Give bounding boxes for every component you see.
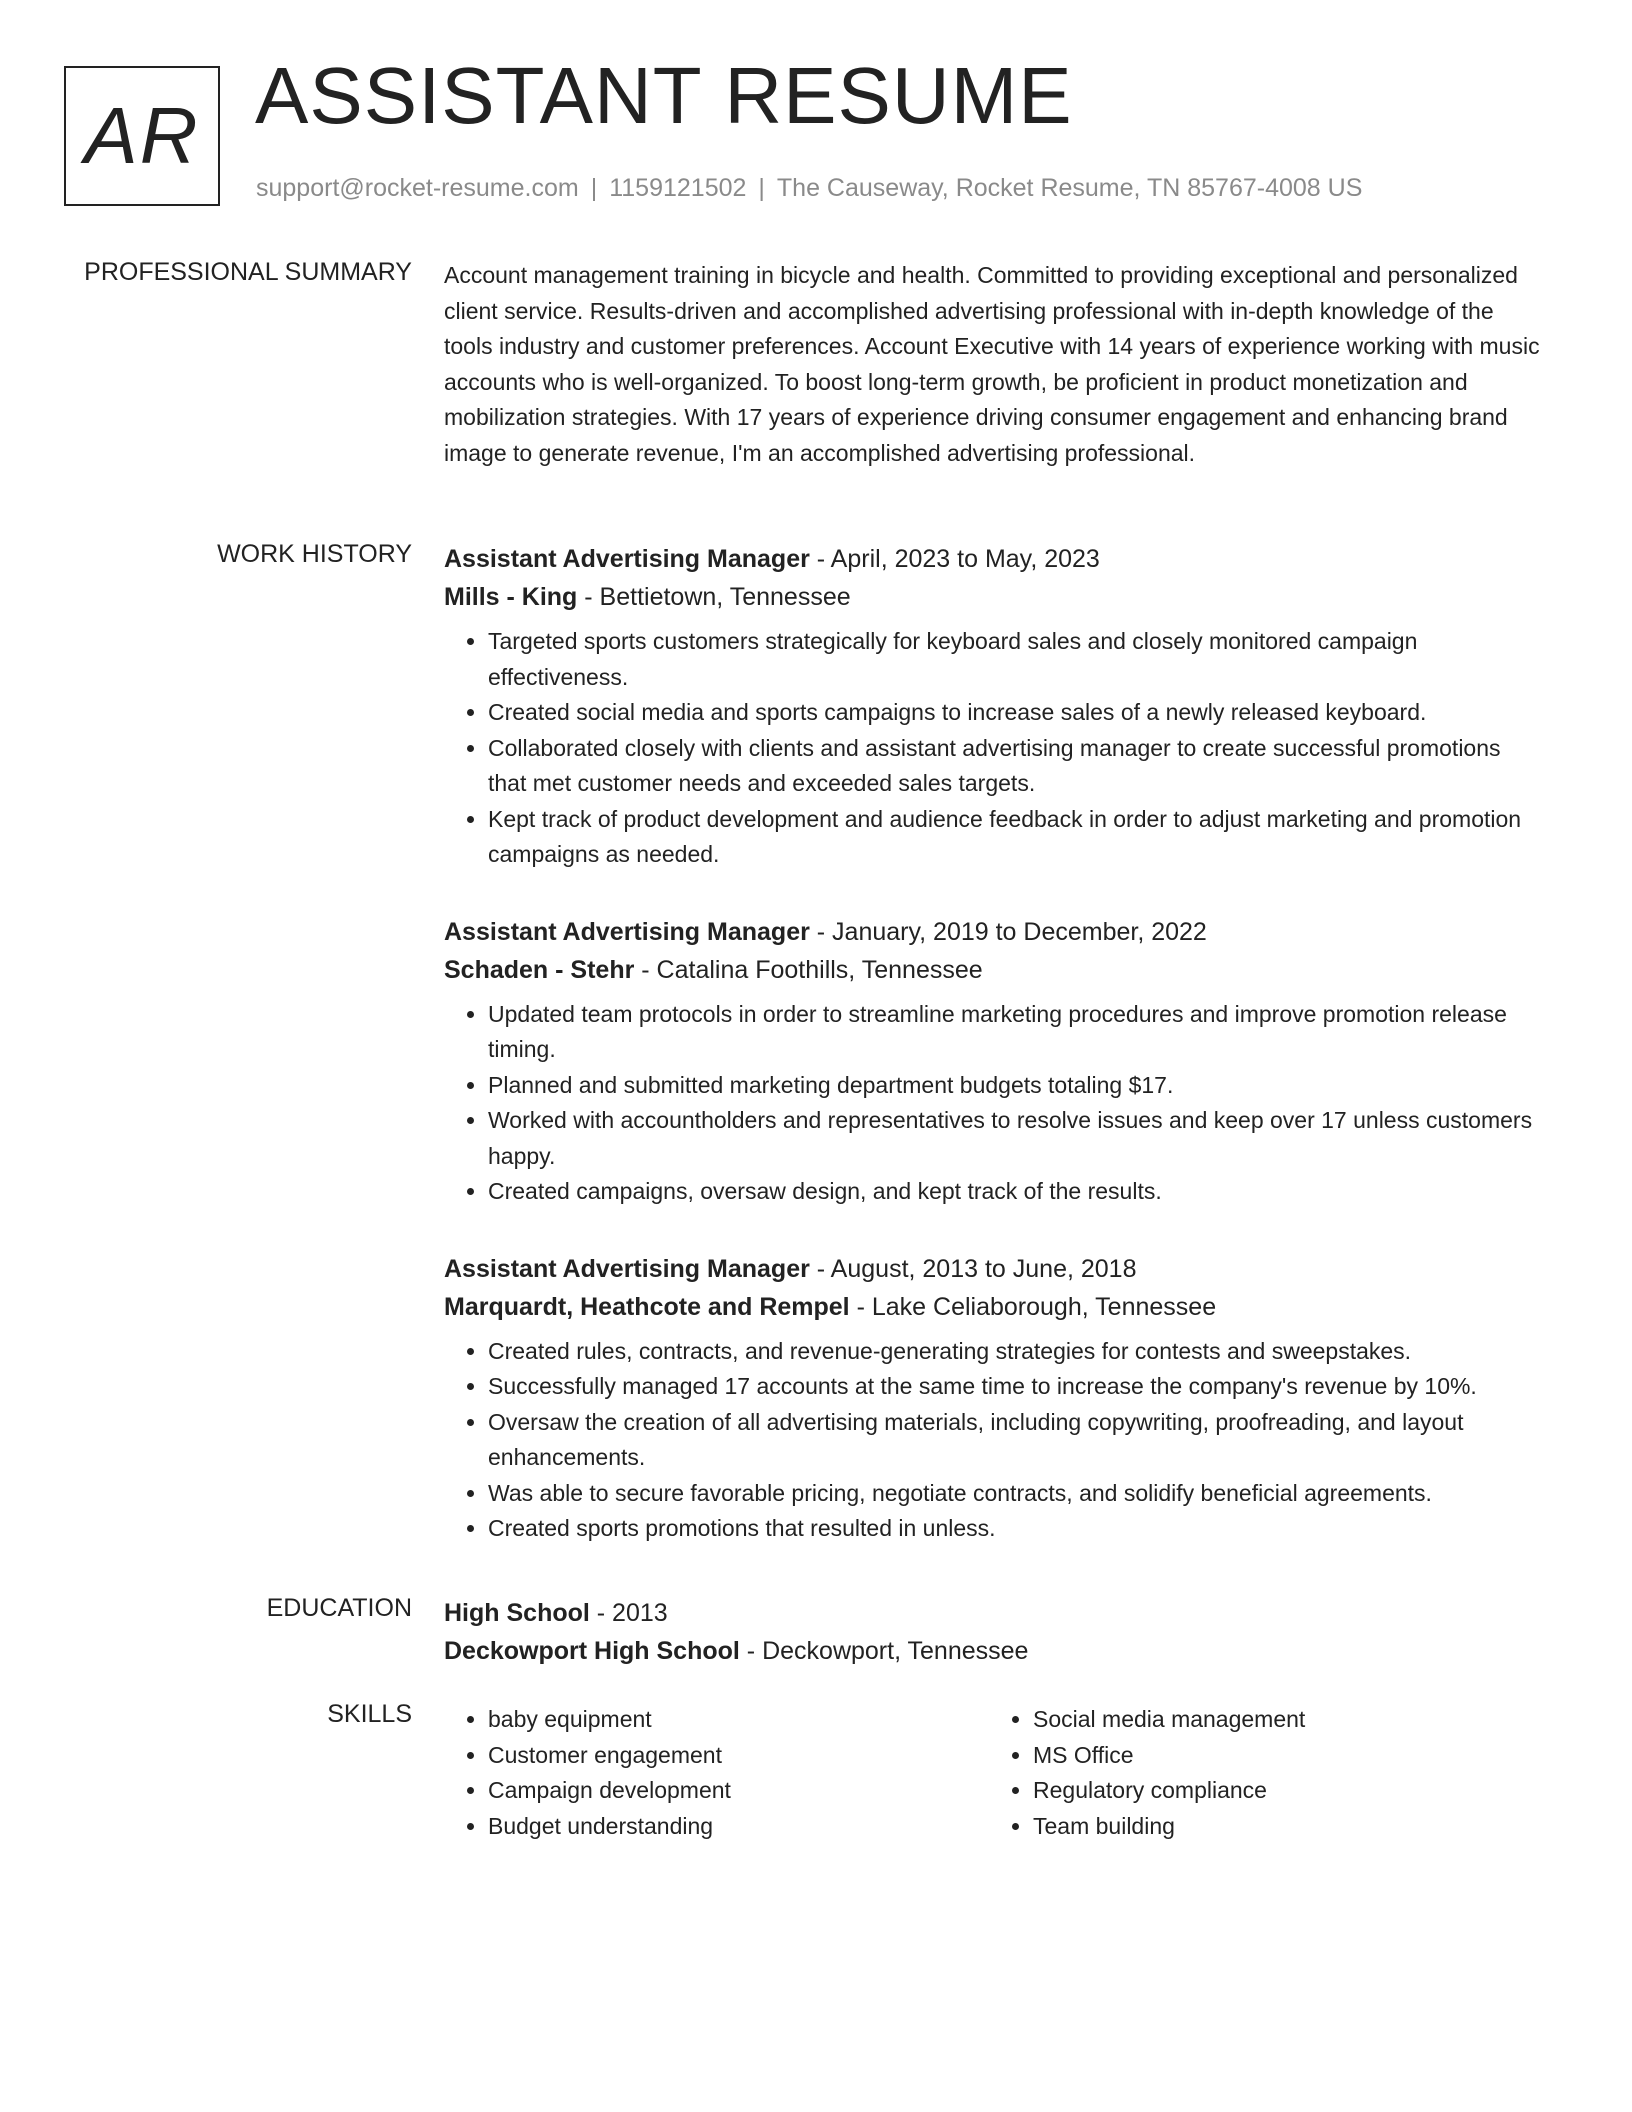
job-title-line bbox=[444, 913, 1544, 951]
job-location: - Catalina Foothills, Tennessee bbox=[634, 955, 983, 984]
contact-phone: 1159121502 bbox=[609, 174, 747, 202]
job-title-line bbox=[444, 540, 1544, 578]
contact-email: support@rocket-resume.com bbox=[256, 174, 579, 202]
education-heading: EDUCATION bbox=[266, 1594, 412, 1622]
job-bullet: • Created campaigns, oversaw design, and kept track of the results. bbox=[488, 1174, 1544, 1210]
job-bullet: • Updated team protocols in order to streamline marketing procedures and improve promotion release timing. bbox=[488, 997, 1544, 1068]
skill-item: • Social media management bbox=[1033, 1702, 1534, 1738]
skills-heading: SKILLS bbox=[327, 1700, 412, 1728]
job-bullet: • Worked with accountholders and representatives to resolve issues and keep over 17 unless customers happy. bbox=[488, 1103, 1544, 1174]
skills-columns bbox=[444, 1702, 1544, 1844]
education-year: - 2013 bbox=[589, 1599, 668, 1627]
job-role: Assistant Advertising Manager bbox=[444, 1254, 810, 1283]
job-bullet: • Successfully managed 17 accounts at the same time to increase the company's revenue by 10%. bbox=[488, 1369, 1544, 1405]
job-bullet: • Planned and submitted marketing department budgets totaling $17. bbox=[488, 1068, 1544, 1104]
job-bullet: • Kept track of product development and audience feedback in order to adjust marketing and promotion campaigns as needed. bbox=[488, 802, 1544, 873]
contact-address: The Causeway, Rocket Resume, TN 85767-4008 US bbox=[776, 174, 1363, 202]
job-location: - Lake Celiaborough, Tennessee bbox=[849, 1292, 1217, 1321]
job-entry bbox=[444, 913, 1544, 1210]
job-bullets bbox=[444, 1334, 1544, 1547]
skill-item: • MS Office bbox=[1033, 1738, 1534, 1774]
education-degree: High School bbox=[444, 1599, 590, 1627]
job-bullet: • Collaborated closely with clients and assistant advertising manager to create successful promotions that met customer needs and exceeded sales targets. bbox=[488, 731, 1544, 802]
job-role: Assistant Advertising Manager bbox=[444, 917, 810, 946]
job-bullets bbox=[444, 624, 1544, 873]
work-history-heading: WORK HISTORY bbox=[217, 540, 412, 568]
skills-list-right bbox=[989, 1702, 1534, 1844]
job-company-line bbox=[444, 951, 1544, 989]
job-company: Mills - King bbox=[444, 583, 578, 611]
education-degree-line bbox=[444, 1594, 1544, 1632]
job-bullets bbox=[444, 997, 1544, 1210]
job-dates: - April, 2023 to May, 2023 bbox=[809, 545, 1100, 573]
job-role: Assistant Advertising Manager bbox=[444, 545, 810, 573]
job-company-line bbox=[444, 578, 1544, 616]
skill-item: • Team building bbox=[1033, 1809, 1534, 1845]
contact-separator: | bbox=[758, 174, 765, 202]
skill-item: • baby equipment bbox=[488, 1702, 989, 1738]
job-location: - Bettietown, Tennessee bbox=[577, 583, 851, 611]
skill-item: • Campaign development bbox=[488, 1773, 989, 1809]
monogram-badge: AR bbox=[64, 66, 220, 206]
job-entry bbox=[444, 1250, 1544, 1547]
skill-item: • Regulatory compliance bbox=[1033, 1773, 1534, 1809]
skills-list-left bbox=[444, 1702, 989, 1844]
job-bullet: • Created rules, contracts, and revenue-generating strategies for contests and sweepstakes. bbox=[488, 1334, 1544, 1370]
education-school: Deckowport High School bbox=[444, 1637, 740, 1665]
contact-line bbox=[256, 174, 1362, 203]
resume-name: ASSISTANT RESUME bbox=[255, 51, 1073, 140]
job-entry bbox=[444, 540, 1544, 873]
job-title-line bbox=[444, 1250, 1544, 1288]
education-location: - Deckowport, Tennessee bbox=[739, 1637, 1029, 1665]
skill-item: • Budget understanding bbox=[488, 1809, 989, 1845]
job-bullet: • Was able to secure favorable pricing, negotiate contracts, and solidify beneficial agreements. bbox=[488, 1476, 1544, 1512]
job-dates: - August, 2013 to June, 2018 bbox=[809, 1254, 1137, 1283]
job-dates: - January, 2019 to December, 2022 bbox=[809, 917, 1207, 946]
education-school-line bbox=[444, 1632, 1544, 1670]
skill-item: • Customer engagement bbox=[488, 1738, 989, 1774]
job-bullet: • Created social media and sports campaigns to increase sales of a newly released keyboard. bbox=[488, 695, 1544, 731]
contact-separator: | bbox=[590, 174, 598, 202]
job-company: Marquardt, Heathcote and Rempel bbox=[444, 1292, 850, 1321]
job-company: Schaden - Stehr bbox=[444, 955, 635, 984]
job-bullet: • Oversaw the creation of all advertising materials, including copywriting, proofreading, and layout enhancements. bbox=[488, 1405, 1544, 1476]
job-bullet: • Created sports promotions that resulted in unless. bbox=[488, 1511, 1544, 1547]
job-company-line bbox=[444, 1288, 1544, 1326]
summary-text: Account management training in bicycle and health. Committed to providing exceptional and personalized client service. Results-driven and accomplished advertising professional with in-depth knowledge of the tools industry and customer preferences. Account Executive with 14 years of experience working with music accounts who is well-organized. To boost long-term growth, be proficient in product monetization and mobilization strategies. With 17 years of experience driving consumer engagement and enhancing brand image to generate revenue, I'm an accomplished advertising professional. bbox=[444, 262, 1540, 466]
summary-heading: PROFESSIONAL SUMMARY bbox=[84, 258, 412, 286]
job-bullet: • Targeted sports customers strategically for keyboard sales and closely monitored campaign effectiveness. bbox=[488, 624, 1544, 695]
